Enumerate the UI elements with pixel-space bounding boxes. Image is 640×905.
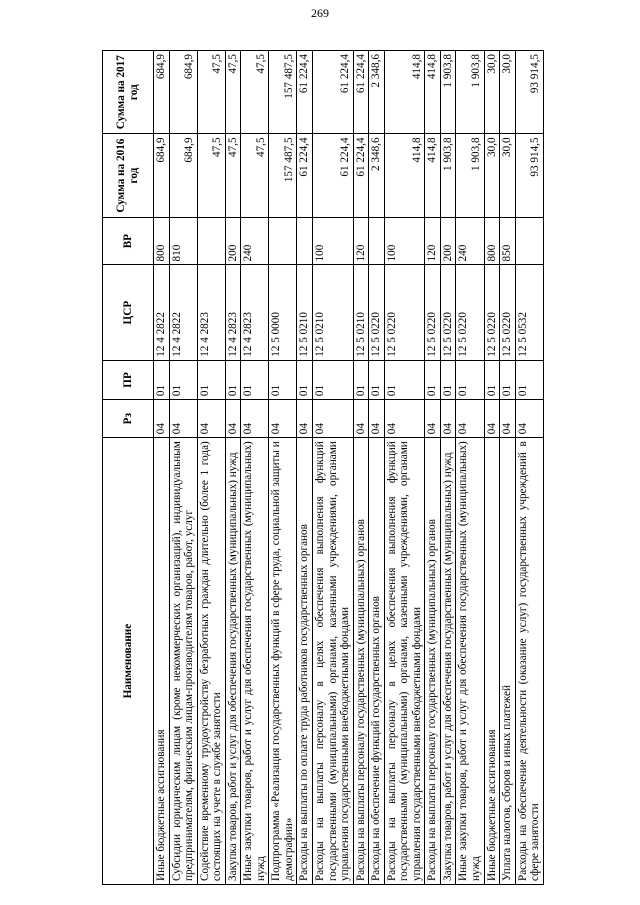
header-rz: Рз: [103, 400, 154, 438]
cell-rz: 04: [269, 400, 297, 438]
cell-vr: 800: [154, 217, 170, 265]
cell-pr: 01: [515, 360, 543, 399]
cell-vr: 100: [384, 217, 425, 265]
cell-rz: 04: [425, 400, 441, 438]
cell-sum-2016: 93 914,5: [515, 134, 543, 217]
cell-rz: 04: [456, 400, 484, 438]
table-rotation-wrapper: [102, 50, 562, 885]
cell-name: Расходы на обеспечение деятельности (оказание услуг) государственных учреждений в сфере занятости: [515, 438, 543, 885]
cell-pr: 01: [225, 360, 241, 399]
cell-csr: 12 5 0210: [297, 265, 313, 360]
cell-csr: 12 5 0220: [456, 265, 484, 360]
cell-name: Иные закупки товаров, работ и услуг для обеспечения государственных (муниципальных) нужд: [456, 438, 484, 885]
cell-vr: 240: [241, 217, 269, 265]
cell-csr: 12 5 0220: [369, 265, 385, 360]
cell-vr: 200: [225, 217, 241, 265]
cell-pr: 01: [313, 360, 354, 399]
rotated-table-container: [102, 50, 562, 885]
budget-table: [102, 50, 544, 885]
cell-sum-2017: 47,5: [197, 51, 225, 134]
cell-sum-2017: 30,0: [484, 51, 500, 134]
cell-rz: 04: [297, 400, 313, 438]
cell-vr: 800: [484, 217, 500, 265]
cell-pr: 01: [169, 360, 197, 399]
cell-sum-2017: 30,0: [500, 51, 516, 134]
cell-csr: 12 5 0532: [515, 265, 543, 360]
cell-pr: 01: [353, 360, 369, 399]
header-sum-2017: Сумма на 2017 год: [103, 51, 154, 134]
cell-sum-2016: 1 903,8: [440, 134, 456, 217]
cell-sum-2017: 93 914,5: [515, 51, 543, 134]
cell-vr: 100: [313, 217, 354, 265]
cell-vr: 810: [169, 217, 197, 265]
cell-vr: [369, 217, 385, 265]
table-row: [369, 51, 385, 885]
cell-sum-2017: 414,8: [384, 51, 425, 134]
cell-vr: 120: [425, 217, 441, 265]
cell-name: Расходы на выплаты персоналу государственных (муниципальных) органов: [353, 438, 369, 885]
cell-vr: [515, 217, 543, 265]
cell-rz: 04: [500, 400, 516, 438]
cell-name: Иные закупки товаров, работ и услуг для обеспечения государственных (муниципальных) нужд: [241, 438, 269, 885]
cell-rz: 04: [313, 400, 354, 438]
cell-name: Расходы на обеспечение функций государственных органов: [369, 438, 385, 885]
table-header-row: [103, 51, 154, 885]
header-csr: ЦСР: [103, 265, 154, 360]
cell-pr: 01: [197, 360, 225, 399]
cell-csr: 12 5 0210: [313, 265, 354, 360]
cell-pr: 01: [269, 360, 297, 399]
cell-sum-2017: 61 224,4: [353, 51, 369, 134]
cell-sum-2016: 30,0: [500, 134, 516, 217]
cell-pr: 01: [484, 360, 500, 399]
cell-rz: 04: [353, 400, 369, 438]
header-vr: ВР: [103, 217, 154, 265]
cell-csr: 12 5 0220: [500, 265, 516, 360]
cell-vr: 200: [440, 217, 456, 265]
cell-pr: 01: [456, 360, 484, 399]
cell-sum-2016: 414,8: [425, 134, 441, 217]
cell-sum-2016: 30,0: [484, 134, 500, 217]
cell-csr: 12 4 2823: [225, 265, 241, 360]
cell-vr: 240: [456, 217, 484, 265]
cell-csr: 12 5 0220: [440, 265, 456, 360]
cell-sum-2016: 61 224,4: [353, 134, 369, 217]
cell-rz: 04: [384, 400, 425, 438]
cell-vr: 850: [500, 217, 516, 265]
header-name: Наименование: [103, 438, 154, 885]
cell-rz: 04: [169, 400, 197, 438]
cell-vr: [269, 217, 297, 265]
cell-name: Подпрограмма «Реализация государственных функций в сфере труда, социальной защиты и демографии»: [269, 438, 297, 885]
cell-pr: 01: [369, 360, 385, 399]
cell-sum-2016: 61 224,4: [313, 134, 354, 217]
table-row: [353, 51, 369, 885]
cell-csr: 12 4 2822: [169, 265, 197, 360]
cell-name: Закупка товаров, работ и услуг для обеспечения государственных (муниципальных) нужд: [225, 438, 241, 885]
cell-csr: 12 5 0220: [484, 265, 500, 360]
cell-csr: 12 5 0210: [353, 265, 369, 360]
header-pr: ПР: [103, 360, 154, 399]
cell-name: Иные бюджетные ассигнования: [154, 438, 170, 885]
cell-sum-2016: 47,5: [241, 134, 269, 217]
cell-vr: [197, 217, 225, 265]
table-row: [425, 51, 441, 885]
cell-sum-2016: 684,9: [154, 134, 170, 217]
cell-sum-2017: 47,5: [241, 51, 269, 134]
cell-sum-2016: 61 224,4: [297, 134, 313, 217]
cell-csr: 12 4 2823: [241, 265, 269, 360]
cell-rz: 04: [154, 400, 170, 438]
cell-csr: 12 5 0220: [425, 265, 441, 360]
table-row: [500, 51, 516, 885]
cell-name: Содействие временному трудоустройству безработных граждан длительно (более 1 года) состоящих на учете в службе занятости: [197, 438, 225, 885]
cell-rz: 04: [484, 400, 500, 438]
cell-vr: 120: [353, 217, 369, 265]
header-sum-2016: Сумма на 2016 год: [103, 134, 154, 217]
cell-sum-2017: 684,9: [154, 51, 170, 134]
table-row: [440, 51, 456, 885]
cell-sum-2017: 2 348,6: [369, 51, 385, 134]
cell-name: Расходы на выплаты по оплате труда работников государственных органов: [297, 438, 313, 885]
cell-name: Расходы на выплаты персоналу в целях обеспечения выполнения функций государственными (муниципальными) органами, казенными учреждениями, органами управления государственными внебюджетными фондами: [313, 438, 354, 885]
table-row: [241, 51, 269, 885]
cell-rz: 04: [440, 400, 456, 438]
table-row: [169, 51, 197, 885]
table-row: [313, 51, 354, 885]
cell-sum-2017: 1 903,8: [440, 51, 456, 134]
cell-pr: 01: [154, 360, 170, 399]
cell-sum-2016: 684,9: [169, 134, 197, 217]
cell-name: Расходы на выплаты персоналу в целях обеспечения выполнения функций государственными (муниципальными) органами, казенными учреждениями, органами управления государственными внебюджетными фондами: [384, 438, 425, 885]
page-number: 269: [311, 6, 329, 20]
cell-pr: 01: [384, 360, 425, 399]
cell-name: Закупка товаров, работ и услуг для обеспечения государственных (муниципальных) нужд: [440, 438, 456, 885]
table-row: [225, 51, 241, 885]
cell-pr: 01: [297, 360, 313, 399]
cell-pr: 01: [425, 360, 441, 399]
cell-sum-2016: 414,8: [384, 134, 425, 217]
table-row: [515, 51, 543, 885]
cell-rz: 04: [369, 400, 385, 438]
cell-sum-2016: 47,5: [197, 134, 225, 217]
cell-sum-2017: 47,5: [225, 51, 241, 134]
table-row: [384, 51, 425, 885]
cell-rz: 04: [241, 400, 269, 438]
cell-pr: 01: [440, 360, 456, 399]
cell-csr: 12 4 2823: [197, 265, 225, 360]
cell-sum-2017: 61 224,4: [313, 51, 354, 134]
cell-vr: [297, 217, 313, 265]
cell-sum-2016: 1 903,8: [456, 134, 484, 217]
cell-csr: 12 5 0000: [269, 265, 297, 360]
table-row: [154, 51, 170, 885]
cell-rz: 04: [225, 400, 241, 438]
cell-rz: 04: [197, 400, 225, 438]
cell-sum-2017: 1 903,8: [456, 51, 484, 134]
cell-csr: 12 4 2822: [154, 265, 170, 360]
table-row: [484, 51, 500, 885]
cell-pr: 01: [500, 360, 516, 399]
table-row: [456, 51, 484, 885]
cell-sum-2017: 684,9: [169, 51, 197, 134]
cell-sum-2016: 47,5: [225, 134, 241, 217]
cell-name: Субсидии юридическим лицам (кроме некоммерческих организаций), индивидуальным предпринимателям, физическим лицам-производителям товаров, работ, услуг: [169, 438, 197, 885]
cell-name: Расходы на выплаты персоналу государственных (муниципальных) органов: [425, 438, 441, 885]
cell-sum-2017: 61 224,4: [297, 51, 313, 134]
cell-sum-2016: 157 487,5: [269, 134, 297, 217]
table-row: [197, 51, 225, 885]
table-row: [297, 51, 313, 885]
cell-rz: 04: [515, 400, 543, 438]
cell-sum-2017: 157 487,5: [269, 51, 297, 134]
cell-sum-2017: 414,8: [425, 51, 441, 134]
cell-csr: 12 5 0220: [384, 265, 425, 360]
cell-name: Иные бюджетные ассигнования: [484, 438, 500, 885]
cell-pr: 01: [241, 360, 269, 399]
table-row: [269, 51, 297, 885]
cell-sum-2016: 2 348,6: [369, 134, 385, 217]
cell-name: Уплата налогов, сборов и иных платежей: [500, 438, 516, 885]
